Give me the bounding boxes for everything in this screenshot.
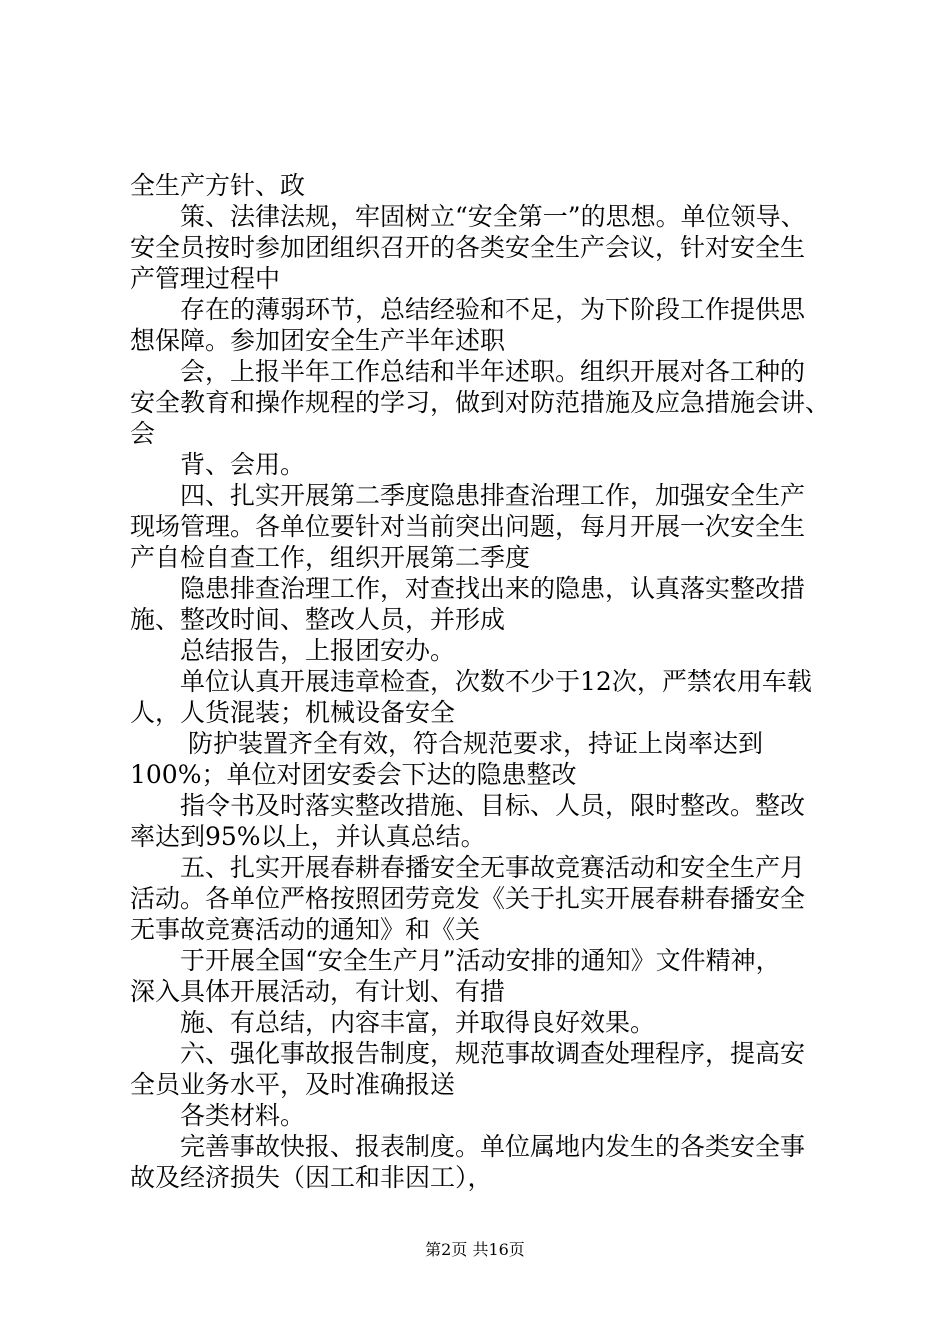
text-line: 施、有总结，内容丰富，并取得良好效果。 [130, 1008, 656, 1037]
text-line: 活动。各单位严格按照团劳竞发《关于扎实开展春耕春播安全 [130, 884, 806, 913]
text-line: 防护装置齐全有效，符合规范要求，持证上岗率达到 [130, 729, 763, 758]
text-line: 背、会用。 [130, 450, 306, 479]
text-line: 现场管理。各单位要针对当前突出问题，每月开展一次安全生 [130, 512, 806, 541]
document-body [130, 170, 840, 1193]
text-line: 无事故竞赛活动的通知》和《关 [130, 915, 481, 944]
text-line: 安全教育和操作规程的学习，做到对防范措施及应急措施会讲、 [130, 388, 831, 417]
text-line: 单位认真开展违章检查，次数不少于12次，严禁农用车载 [130, 667, 812, 696]
text-line: 产自检自查工作，组织开展第二季度 [130, 543, 531, 572]
text-line: 策、法律法规，牢固树立“安全第一”的思想。单位领导、 [130, 202, 806, 231]
text-line: 率达到95%以上，并认真总结。 [130, 822, 486, 851]
text-line: 于开展全国“安全生产月”活动安排的通知》文件精神， [130, 946, 781, 975]
text-line: 指令书及时落实整改措施、目标、人员，限时整改。整改 [130, 791, 806, 820]
page-footer: 第2页 共16页 [425, 1240, 525, 1259]
text-line: 产管理过程中 [130, 264, 281, 293]
text-line: 安全员按时参加团组织召开的各类安全生产会议，针对安全生 [130, 233, 806, 262]
text-line: 六、强化事故报告制度，规范事故调查处理程序，提高安 [130, 1039, 806, 1068]
text-line: 深入具体开展活动，有计划、有措 [130, 977, 506, 1006]
text-line: 四、扎实开展第二季度隐患排查治理工作，加强安全生产 [130, 481, 806, 510]
text-line: 全员业务水平，及时准确报送 [130, 1070, 456, 1099]
text-line: 想保障。参加团安全生产半年述职 [130, 326, 506, 355]
text-line: 会 [130, 419, 156, 448]
text-line: 会，上报半年工作总结和半年述职。组织开展对各工种的 [130, 357, 806, 386]
text-line: 存在的薄弱环节，总结经验和不足，为下阶段工作提供思 [130, 295, 806, 324]
text-line: 全生产方针、政 [130, 171, 306, 200]
text-line: 人，人货混装；机械设备安全 [130, 698, 456, 727]
text-line: 各类材料。 [130, 1101, 306, 1130]
text-line: 施、整改时间、整改人员，并形成 [130, 605, 506, 634]
text-line: 完善事故快报、报表制度。单位属地内发生的各类安全事 [130, 1132, 806, 1161]
text-line: 五、扎实开展春耕春播安全无事故竞赛活动和安全生产月 [130, 853, 806, 882]
text-line: 隐患排查治理工作，对查找出来的隐患，认真落实整改措 [130, 574, 806, 603]
text-line: 总结报告，上报团安办。 [130, 636, 456, 665]
text-line: 故及经济损失（因工和非因工）， [130, 1163, 493, 1192]
text-line: 100%；单位对团安委会下达的隐患整改 [130, 760, 577, 789]
